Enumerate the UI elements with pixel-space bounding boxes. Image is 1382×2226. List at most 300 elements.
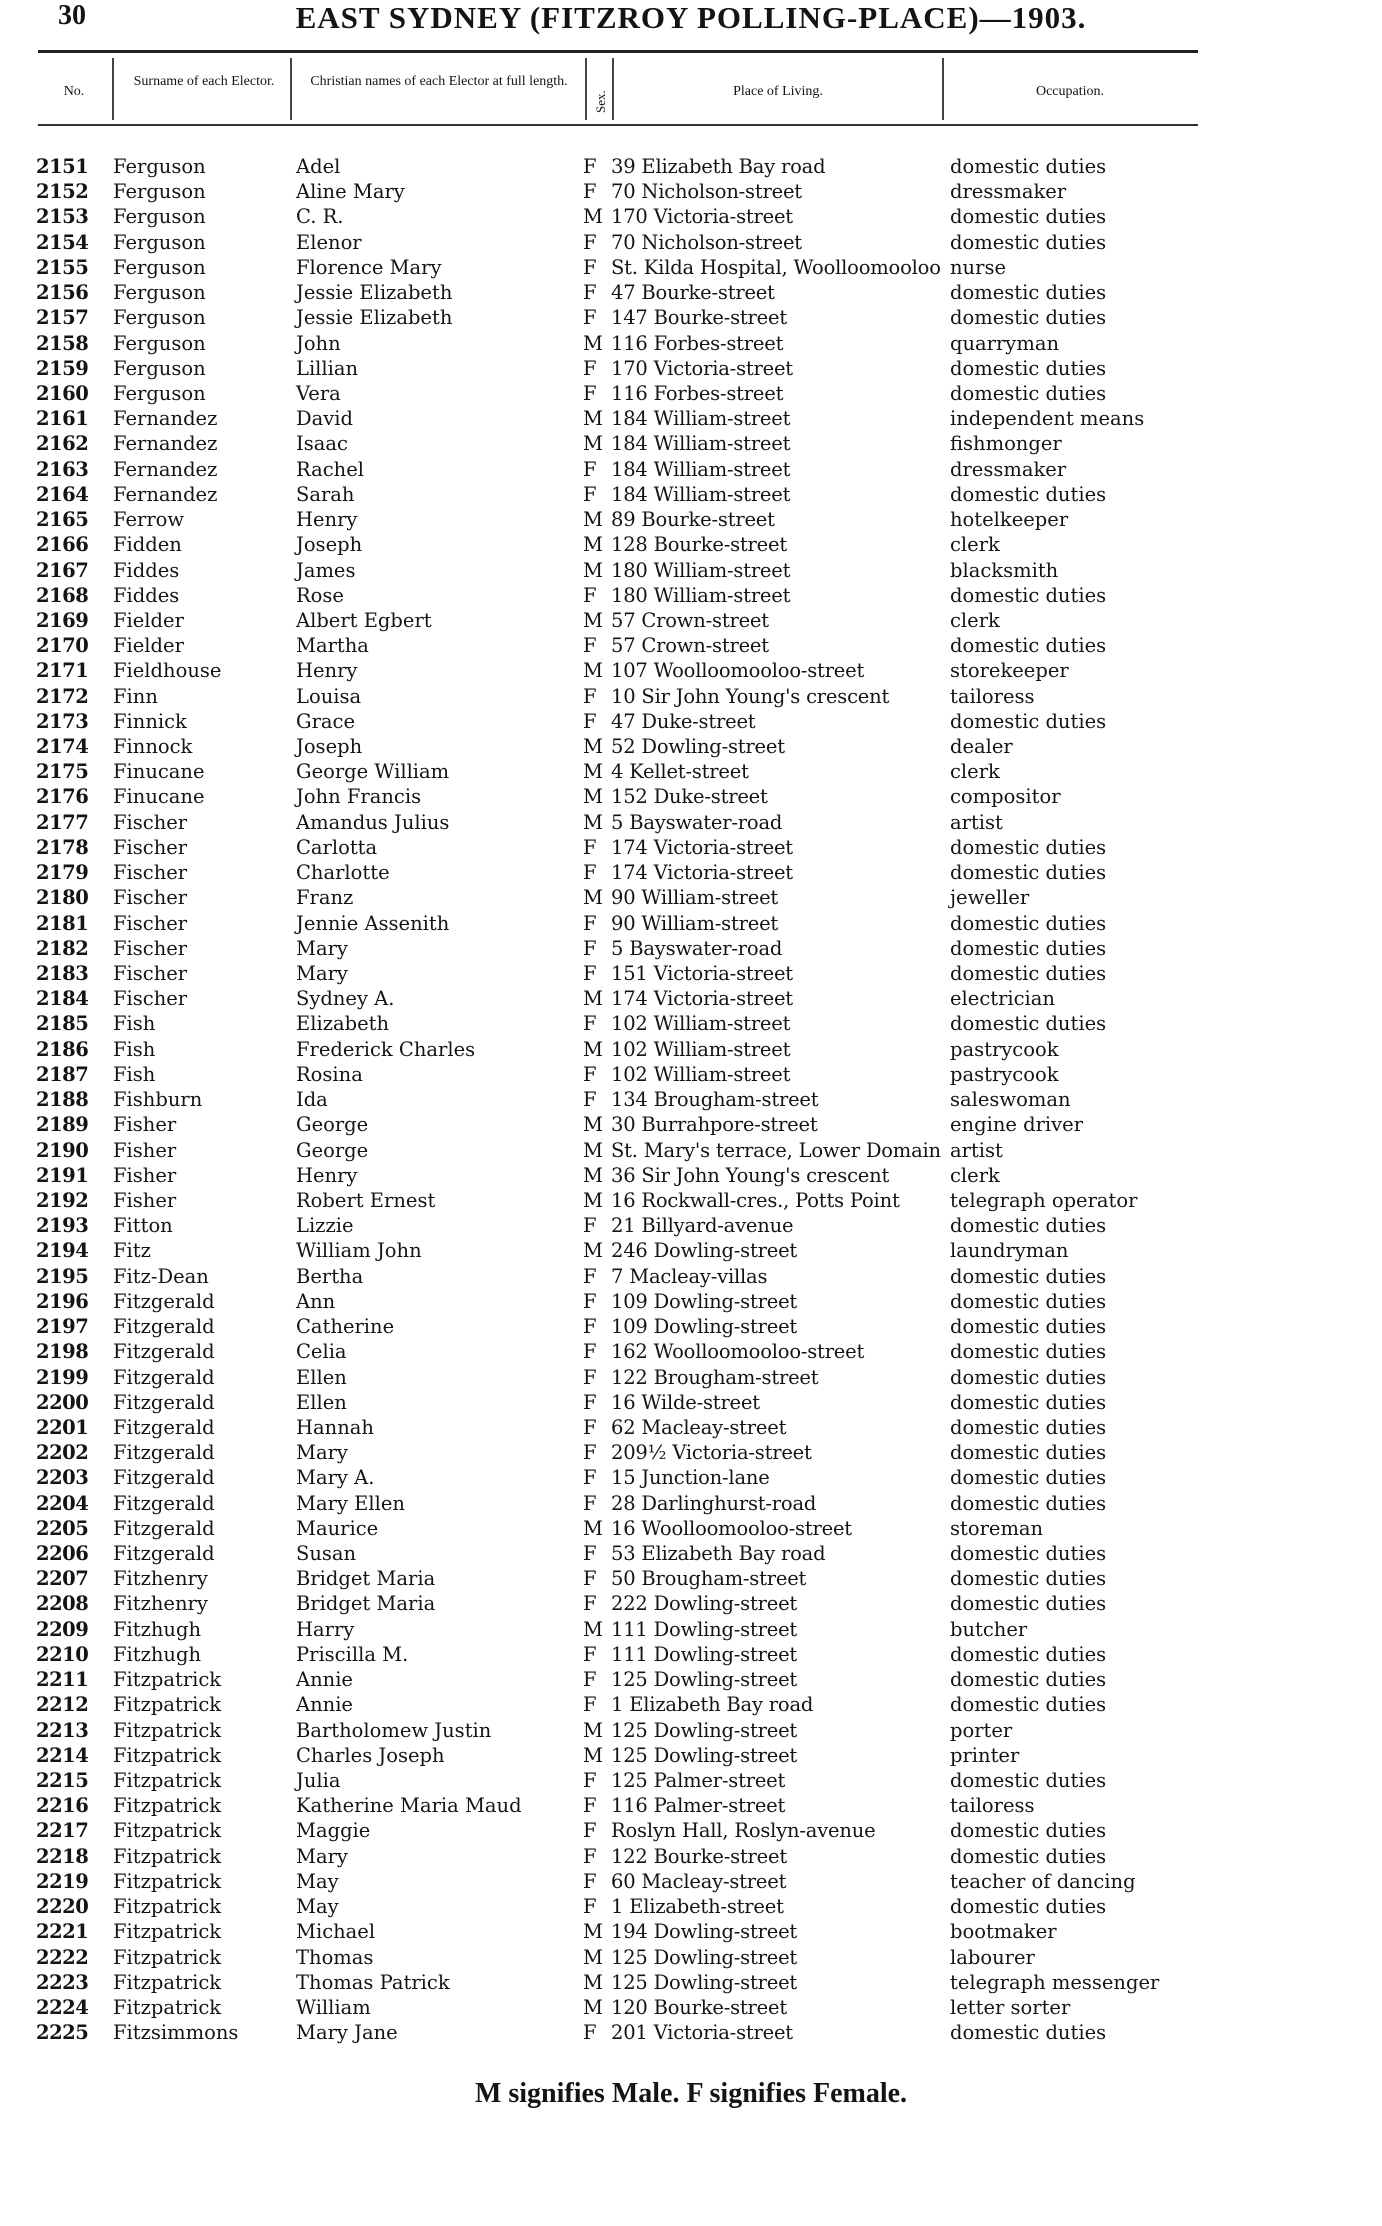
elector-surname: Fitzgerald: [113, 1365, 215, 1389]
elector-number: 2220: [36, 1895, 89, 1919]
elector-christian-names: Mary Ellen: [296, 1491, 405, 1515]
elector-number: 2186: [36, 1037, 89, 1061]
elector-number: 2179: [36, 861, 89, 885]
elector-surname: Fitton: [113, 1214, 173, 1238]
elector-occupation: butcher: [950, 1617, 1028, 1641]
elector-place-of-living: 170 Victoria-street: [611, 205, 793, 229]
elector-place-of-living: 16 Wilde-street: [611, 1390, 760, 1414]
elector-number: 2182: [36, 936, 89, 960]
elector-surname: Fitzpatrick: [113, 1995, 222, 2019]
elector-christian-names: Florence Mary: [296, 255, 442, 279]
table-row: [0, 1591, 1382, 1616]
elector-christian-names: C. R.: [296, 205, 344, 229]
elector-surname: Fitzgerald: [113, 1466, 215, 1490]
elector-sex: M: [583, 1718, 603, 1742]
elector-christian-names: Annie: [296, 1693, 353, 1717]
elector-place-of-living: 201 Victoria-street: [611, 2021, 793, 2045]
elector-occupation: domestic duties: [950, 1012, 1107, 1036]
elector-place-of-living: 111 Dowling-street: [611, 1617, 798, 1641]
elector-sex: F: [583, 1592, 597, 1616]
elector-christian-names: Annie: [296, 1668, 353, 1692]
elector-number: 2176: [36, 785, 89, 809]
table-row: [0, 1087, 1382, 1112]
table-row: [0, 532, 1382, 557]
elector-christian-names: Mary: [296, 962, 348, 985]
elector-christian-names: Mary A.: [296, 1466, 375, 1490]
elector-christian-names: Rosina: [296, 1062, 363, 1086]
elector-occupation: porter: [950, 1718, 1013, 1742]
elector-christian-names: Elenor: [296, 230, 362, 254]
elector-surname: Ferguson: [113, 255, 206, 279]
elector-christian-names: Albert Egbert: [296, 608, 432, 632]
elector-sex: M: [583, 659, 603, 683]
elector-place-of-living: 174 Victoria-street: [611, 861, 793, 885]
elector-occupation: domestic duties: [950, 1315, 1107, 1339]
elector-number: 2207: [36, 1567, 89, 1591]
elector-sex: F: [583, 1542, 597, 1566]
elector-occupation: dealer: [950, 735, 1013, 759]
elector-sex: M: [583, 1995, 603, 2019]
column-header-place-of-living: Place of Living.: [733, 84, 823, 99]
elector-place-of-living: 116 Forbes-street: [611, 331, 784, 355]
sex-legend-note: M signifies Male. F signifies Female.: [474, 2078, 908, 2109]
elector-occupation: pastrycook: [950, 1062, 1059, 1086]
elector-sex: F: [583, 1642, 597, 1666]
elector-christian-names: Charles Joseph: [296, 1743, 445, 1767]
elector-christian-names: Sarah: [296, 482, 355, 506]
elector-place-of-living: 1 Elizabeth Bay road: [611, 1693, 814, 1717]
elector-sex: F: [583, 1012, 597, 1036]
elector-place-of-living: 10 Sir John Young's crescent: [611, 684, 890, 708]
elector-place-of-living: 174 Victoria-street: [611, 835, 793, 859]
elector-sex: M: [583, 1743, 603, 1767]
elector-number: 2224: [36, 1995, 89, 2019]
elector-surname: Finnick: [113, 709, 187, 733]
elector-number: 2153: [36, 205, 89, 229]
elector-occupation: domestic duties: [950, 1592, 1107, 1616]
elector-number: 2166: [36, 533, 89, 557]
elector-surname: Fitzhugh: [113, 1642, 202, 1666]
elector-number: 2187: [36, 1062, 89, 1086]
elector-sex: F: [583, 1567, 597, 1591]
elector-christian-names: George: [296, 1138, 369, 1162]
elector-surname: Fitzpatrick: [113, 1819, 222, 1843]
elector-place-of-living: 62 Macleay-street: [611, 1415, 787, 1439]
elector-christian-names: Martha: [296, 634, 369, 658]
table-row: [0, 1138, 1382, 1163]
table-row: [0, 1365, 1382, 1390]
elector-christian-names: Lizzie: [296, 1214, 354, 1238]
elector-occupation: domestic duties: [950, 1567, 1107, 1591]
elector-place-of-living: 180 William-street: [611, 558, 791, 582]
elector-sex: F: [583, 1365, 597, 1389]
elector-place-of-living: 122 Brougham-street: [611, 1365, 819, 1389]
elector-place-of-living: 116 Forbes-street: [611, 381, 784, 405]
elector-christian-names: Adel: [296, 155, 341, 178]
elector-place-of-living: 194 Dowling-street: [611, 1920, 798, 1944]
elector-christian-names: George: [296, 1113, 369, 1137]
elector-surname: Fischer: [113, 810, 188, 834]
table-row: [0, 885, 1382, 910]
elector-christian-names: Vera: [296, 381, 341, 405]
elector-christian-names: May: [296, 1895, 339, 1919]
elector-occupation: domestic duties: [950, 1289, 1107, 1313]
elector-surname: Fischer: [113, 936, 188, 960]
elector-christian-names: Harry: [296, 1617, 355, 1641]
table-row: [0, 457, 1382, 482]
elector-christian-names: Jessie Elizabeth: [296, 306, 453, 330]
elector-place-of-living: 209½ Victoria-street: [611, 1441, 812, 1465]
elector-number: 2154: [36, 230, 89, 254]
elector-occupation: domestic duties: [950, 962, 1107, 985]
elector-sex: M: [583, 608, 603, 632]
elector-christian-names: Carlotta: [296, 835, 378, 859]
table-row: [0, 2020, 1382, 2045]
table-row: [0, 1516, 1382, 1541]
elector-number: 2205: [36, 1516, 89, 1540]
elector-place-of-living: 102 William-street: [611, 1012, 791, 1036]
elector-number: 2194: [36, 1239, 89, 1263]
elector-place-of-living: 90 William-street: [611, 911, 779, 935]
elector-number: 2169: [36, 608, 89, 632]
elector-surname: Fitzpatrick: [113, 1844, 222, 1868]
table-row: [0, 1264, 1382, 1289]
elector-occupation: saleswoman: [950, 1088, 1071, 1112]
elector-surname: Fish: [113, 1037, 156, 1061]
elector-christian-names: Charlotte: [296, 861, 390, 885]
elector-sex: M: [583, 760, 603, 784]
table-row: [0, 1112, 1382, 1137]
header-top-rule: [38, 50, 1198, 53]
elector-occupation: domestic duties: [950, 155, 1107, 178]
elector-place-of-living: 7 Macleay-villas: [611, 1264, 768, 1288]
elector-christian-names: Joseph: [296, 735, 363, 759]
elector-christian-names: Ellen: [296, 1365, 347, 1389]
elector-surname: Fischer: [113, 987, 188, 1011]
elector-occupation: clerk: [950, 533, 1000, 557]
elector-sex: F: [583, 1062, 597, 1086]
elector-sex: M: [583, 1037, 603, 1061]
elector-place-of-living: 184 William-street: [611, 407, 791, 431]
elector-occupation: clerk: [950, 760, 1000, 784]
elector-place-of-living: 102 William-street: [611, 1037, 791, 1061]
elector-place-of-living: 152 Duke-street: [611, 785, 768, 809]
elector-number: 2191: [36, 1163, 89, 1187]
table-row: [0, 558, 1382, 583]
elector-number: 2223: [36, 1970, 89, 1994]
elector-christian-names: Aline Mary: [296, 180, 405, 204]
elector-surname: Fitzsimmons: [113, 2021, 239, 2045]
elector-number: 2203: [36, 1466, 89, 1490]
table-row: [0, 356, 1382, 381]
table-row: [0, 1793, 1382, 1818]
table-row: [0, 1970, 1382, 1995]
elector-occupation: independent means: [950, 407, 1145, 431]
elector-sex: M: [583, 785, 603, 809]
elector-number: 2159: [36, 356, 89, 380]
table-row: [0, 1768, 1382, 1793]
elector-surname: Ferrow: [113, 508, 185, 532]
elector-surname: Fitzpatrick: [113, 1718, 222, 1742]
elector-sex: M: [583, 331, 603, 355]
table-row: [0, 1844, 1382, 1869]
elector-christian-names: Lillian: [296, 356, 359, 380]
elector-number: 2217: [36, 1819, 89, 1843]
table-row: [0, 810, 1382, 835]
elector-sex: F: [583, 962, 597, 985]
elector-sex: F: [583, 2021, 597, 2045]
elector-sex: F: [583, 356, 597, 380]
elector-occupation: domestic duties: [950, 306, 1107, 330]
elector-surname: Fitzgerald: [113, 1441, 215, 1465]
elector-surname: Fidden: [113, 533, 182, 557]
elector-surname: Fitzpatrick: [113, 1769, 222, 1792]
elector-surname: Ferguson: [113, 356, 206, 380]
elector-place-of-living: 70 Nicholson-street: [611, 180, 802, 204]
table-row: [0, 911, 1382, 936]
elector-sex: M: [583, 1516, 603, 1540]
elector-place-of-living: 50 Brougham-street: [611, 1567, 807, 1591]
elector-surname: Ferguson: [113, 205, 206, 229]
elector-sex: M: [583, 810, 603, 834]
elector-surname: Fishburn: [113, 1088, 203, 1112]
elector-place-of-living: St. Kilda Hospital, Woolloomooloo: [611, 255, 941, 279]
elector-place-of-living: 125 Dowling-street: [611, 1970, 798, 1994]
elector-place-of-living: 1 Elizabeth-street: [611, 1895, 784, 1919]
elector-christian-names: Jessie Elizabeth: [296, 281, 453, 305]
elector-sex: M: [583, 735, 603, 759]
elector-place-of-living: 184 William-street: [611, 457, 791, 481]
elector-occupation: jeweller: [950, 886, 1030, 910]
elector-sex: F: [583, 1819, 597, 1843]
elector-sex: F: [583, 255, 597, 279]
elector-occupation: storeman: [950, 1516, 1044, 1540]
elector-christian-names: Ellen: [296, 1390, 347, 1414]
elector-place-of-living: 89 Bourke-street: [611, 508, 775, 532]
elector-occupation: domestic duties: [950, 709, 1107, 733]
elector-christian-names: Catherine: [296, 1315, 395, 1339]
elector-christian-names: Elizabeth: [296, 1012, 390, 1036]
column-divider: [585, 58, 587, 120]
elector-occupation: storekeeper: [950, 659, 1069, 683]
elector-surname: Ferguson: [113, 155, 206, 178]
elector-place-of-living: 246 Dowling-street: [611, 1239, 798, 1263]
elector-occupation: domestic duties: [950, 1642, 1107, 1666]
elector-place-of-living: 125 Dowling-street: [611, 1743, 798, 1767]
elector-surname: Fernandez: [113, 432, 218, 456]
table-row: [0, 1011, 1382, 1036]
table-row: [0, 1238, 1382, 1263]
table-row: [0, 759, 1382, 784]
elector-number: 2221: [36, 1920, 89, 1944]
elector-christian-names: Michael: [296, 1920, 376, 1944]
elector-occupation: domestic duties: [950, 1390, 1107, 1414]
elector-occupation: electrician: [950, 987, 1055, 1011]
elector-number: 2219: [36, 1869, 89, 1893]
elector-sex: F: [583, 482, 597, 506]
elector-occupation: hotelkeeper: [950, 508, 1069, 532]
elector-occupation: domestic duties: [950, 1365, 1107, 1389]
elector-number: 2157: [36, 306, 89, 330]
elector-christian-names: Jennie Assenith: [296, 911, 450, 935]
elector-surname: Fitzgerald: [113, 1340, 215, 1364]
table-row: [0, 709, 1382, 734]
table-row: [0, 482, 1382, 507]
table-row: [0, 633, 1382, 658]
elector-number: 2192: [36, 1188, 89, 1212]
table-row: [0, 1818, 1382, 1843]
elector-place-of-living: 36 Sir John Young's crescent: [611, 1163, 890, 1187]
elector-number: 2155: [36, 255, 89, 279]
elector-christian-names: Henry: [296, 508, 358, 532]
elector-surname: Fitzgerald: [113, 1415, 215, 1439]
elector-sex: M: [583, 1113, 603, 1137]
elector-number: 2178: [36, 835, 89, 859]
header-bottom-rule: [38, 124, 1198, 126]
elector-sex: F: [583, 457, 597, 481]
elector-number: 2211: [36, 1668, 89, 1692]
elector-christian-names: Louisa: [296, 684, 362, 708]
elector-sex: F: [583, 861, 597, 885]
elector-place-of-living: 5 Bayswater-road: [611, 810, 783, 834]
elector-number: 2181: [36, 911, 89, 935]
elector-number: 2198: [36, 1340, 89, 1364]
elector-surname: Ferguson: [113, 230, 206, 254]
page-title: EAST SYDNEY (FITZROY POLLING-PLACE)—1903.: [295, 0, 1087, 35]
elector-occupation: blacksmith: [950, 558, 1059, 582]
elector-place-of-living: 47 Duke-street: [611, 709, 756, 733]
elector-number: 2165: [36, 508, 89, 532]
elector-surname: Fischer: [113, 886, 188, 910]
elector-surname: Fitzpatrick: [113, 1869, 222, 1893]
elector-surname: Fischer: [113, 861, 188, 885]
table-row: [0, 1642, 1382, 1667]
elector-sex: F: [583, 281, 597, 305]
elector-sex: F: [583, 1693, 597, 1717]
elector-sex: F: [583, 306, 597, 330]
elector-place-of-living: 28 Darlinghurst-road: [611, 1491, 817, 1515]
elector-number: 2172: [36, 684, 89, 708]
elector-place-of-living: 47 Bourke-street: [611, 281, 775, 305]
elector-sex: M: [583, 407, 603, 431]
elector-occupation: nurse: [950, 255, 1006, 279]
elector-sex: M: [583, 1138, 603, 1162]
table-row: [0, 1617, 1382, 1642]
elector-surname: Fitzgerald: [113, 1289, 215, 1313]
elector-place-of-living: 125 Dowling-street: [611, 1945, 798, 1969]
elector-occupation: domestic duties: [950, 281, 1107, 305]
elector-place-of-living: 5 Bayswater-road: [611, 936, 783, 960]
table-row: [0, 1163, 1382, 1188]
elector-place-of-living: 21 Billyard-avenue: [611, 1214, 794, 1238]
elector-christian-names: Sydney A.: [296, 987, 395, 1011]
elector-place-of-living: 102 William-street: [611, 1062, 791, 1086]
elector-christian-names: Rose: [296, 583, 344, 607]
elector-number: 2156: [36, 281, 89, 305]
elector-christian-names: Joseph: [296, 533, 363, 557]
elector-surname: Ferguson: [113, 281, 206, 305]
elector-sex: F: [583, 1340, 597, 1364]
elector-number: 2163: [36, 457, 89, 481]
elector-occupation: dressmaker: [950, 180, 1067, 204]
elector-surname: Fitzgerald: [113, 1516, 215, 1540]
elector-number: 2185: [36, 1012, 89, 1036]
table-row: [0, 1894, 1382, 1919]
elector-place-of-living: 151 Victoria-street: [611, 962, 793, 985]
elector-surname: Fitzgerald: [113, 1542, 215, 1566]
table-row: [0, 305, 1382, 330]
elector-place-of-living: 52 Dowling-street: [611, 735, 785, 759]
elector-occupation: domestic duties: [950, 1214, 1107, 1238]
elector-number: 2167: [36, 558, 89, 582]
elector-occupation: domestic duties: [950, 356, 1107, 380]
elector-number: 2196: [36, 1289, 89, 1313]
elector-number: 2160: [36, 381, 89, 405]
elector-surname: Fischer: [113, 911, 188, 935]
table-row: [0, 154, 1382, 179]
elector-christian-names: Celia: [296, 1340, 347, 1364]
elector-sex: F: [583, 1869, 597, 1893]
elector-christian-names: Ida: [296, 1088, 328, 1112]
elector-number: 2170: [36, 634, 89, 658]
elector-place-of-living: 222 Dowling-street: [611, 1592, 798, 1616]
table-row: [0, 255, 1382, 280]
elector-sex: M: [583, 1239, 603, 1263]
elector-surname: Fernandez: [113, 457, 218, 481]
elector-surname: Fitzhenry: [113, 1567, 208, 1591]
elector-surname: Fernandez: [113, 482, 218, 506]
elector-christian-names: Thomas: [296, 1945, 374, 1969]
elector-number: 2216: [36, 1794, 89, 1818]
elector-place-of-living: 134 Brougham-street: [611, 1088, 819, 1112]
elector-occupation: fishmonger: [950, 432, 1062, 456]
elector-number: 2184: [36, 987, 89, 1011]
elector-surname: Fielder: [113, 608, 184, 632]
elector-occupation: domestic duties: [950, 861, 1107, 885]
elector-christian-names: Bertha: [296, 1264, 364, 1288]
elector-sex: M: [583, 1945, 603, 1969]
elector-christian-names: Amandus Julius: [296, 810, 450, 834]
elector-surname: Fitzgerald: [113, 1491, 215, 1515]
elector-surname: Finucane: [113, 760, 205, 784]
elector-number: 2199: [36, 1365, 89, 1389]
elector-occupation: printer: [950, 1743, 1020, 1767]
elector-occupation: tailoress: [950, 684, 1035, 708]
elector-occupation: dressmaker: [950, 457, 1067, 481]
elector-sex: M: [583, 1617, 603, 1641]
elector-sex: F: [583, 155, 597, 178]
column-header-surname: Surname of each Elector.: [133, 74, 275, 89]
electoral-roll-table: [0, 154, 1382, 2045]
table-row: [0, 1692, 1382, 1717]
elector-place-of-living: 125 Dowling-street: [611, 1718, 798, 1742]
elector-occupation: artist: [950, 810, 1003, 834]
elector-number: 2171: [36, 659, 89, 683]
elector-place-of-living: 109 Dowling-street: [611, 1315, 798, 1339]
column-divider: [612, 58, 614, 120]
elector-christian-names: Hannah: [296, 1415, 374, 1439]
elector-number: 2209: [36, 1617, 89, 1641]
elector-surname: Fitzpatrick: [113, 1668, 222, 1692]
elector-christian-names: Robert Ernest: [296, 1188, 436, 1212]
elector-place-of-living: 4 Kellet-street: [611, 760, 749, 784]
table-row: [0, 986, 1382, 1011]
elector-christian-names: Bridget Maria: [296, 1567, 436, 1591]
table-row: [0, 961, 1382, 986]
elector-occupation: labourer: [950, 1945, 1035, 1969]
column-divider: [942, 58, 944, 120]
elector-place-of-living: 109 Dowling-street: [611, 1289, 798, 1313]
